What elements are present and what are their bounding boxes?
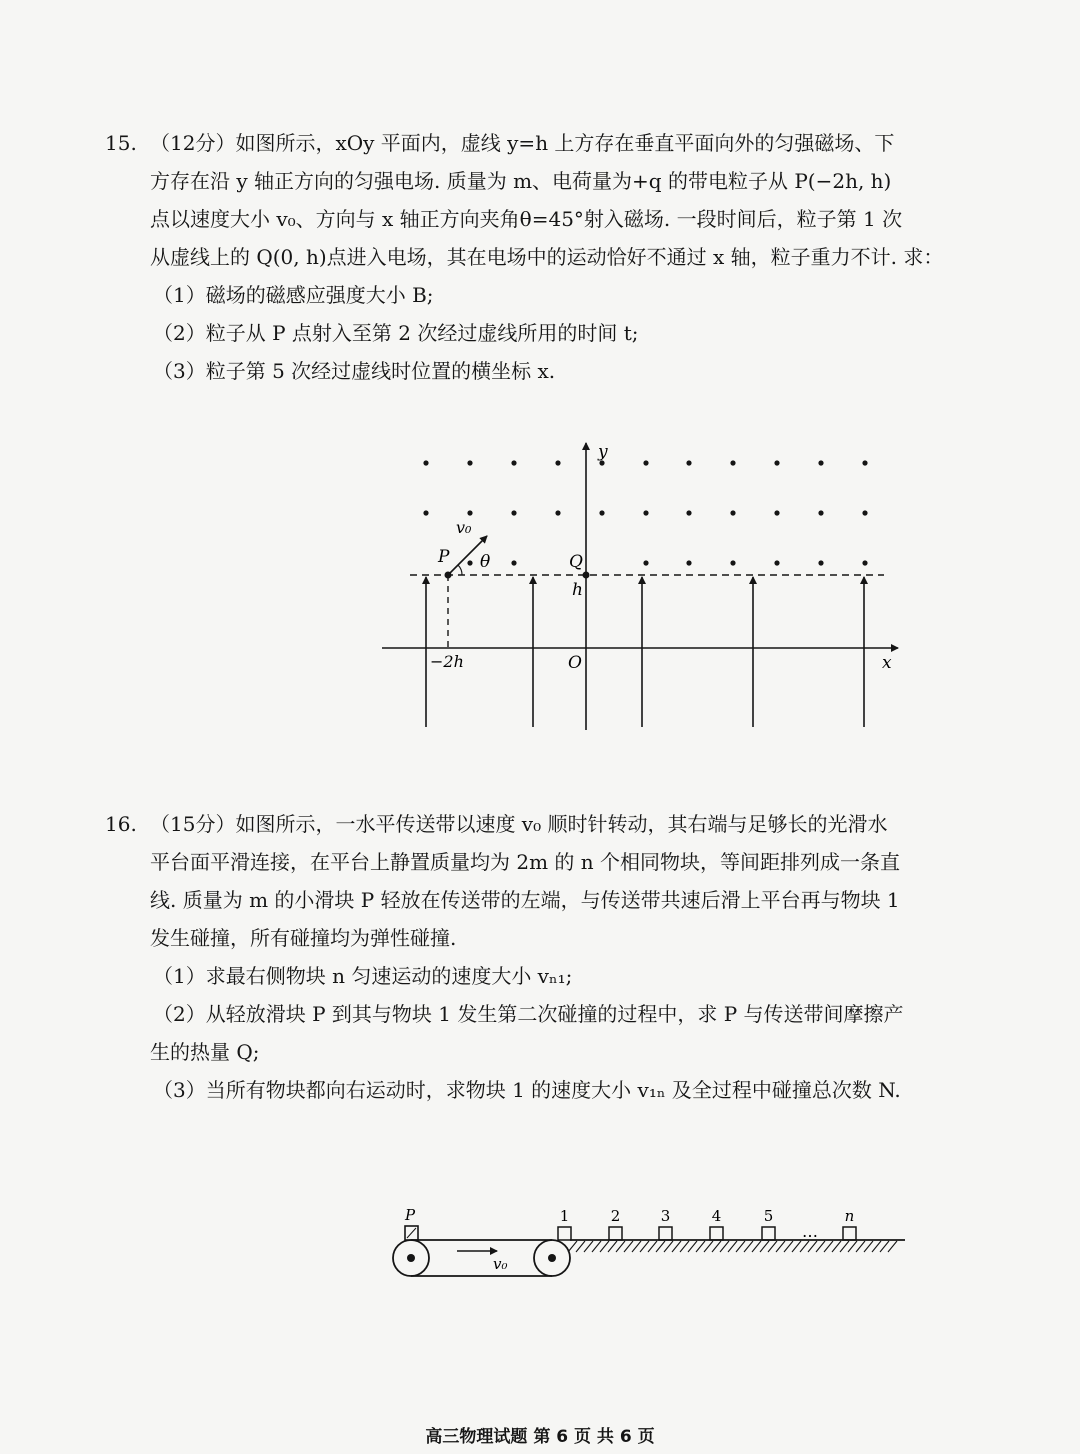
- hatch-line: [856, 1241, 865, 1252]
- hatch-line: [768, 1241, 777, 1252]
- hatch-line: [608, 1241, 617, 1252]
- hatch-line: [600, 1241, 609, 1252]
- q15-sub-3: （3）粒子第 5 次经过虚线时位置的横坐标 x.: [153, 359, 556, 383]
- q15-sub-1: （1）磁场的磁感应强度大小 B;: [153, 283, 434, 307]
- field-dot: [643, 510, 648, 515]
- hatch-line: [864, 1241, 873, 1252]
- hatch-line: [616, 1241, 625, 1252]
- hatch-line: [712, 1241, 721, 1252]
- field-dot: [774, 460, 779, 465]
- field-dot: [511, 510, 516, 515]
- q15-line-3: 点以速度大小 v₀、方向与 x 轴正方向夹角θ=45°射入磁场. 一段时间后，粒子第 1 次: [150, 207, 903, 231]
- right-pulley-axle: [548, 1254, 556, 1262]
- conveyor-belt: [393, 1240, 570, 1276]
- field-dot: [467, 510, 472, 515]
- hatch-line: [624, 1241, 633, 1252]
- hatch-line: [880, 1241, 889, 1252]
- block-1: [558, 1227, 571, 1240]
- question-15: [105, 124, 944, 390]
- hatch-line: [680, 1241, 689, 1252]
- hatch-line: [720, 1241, 729, 1252]
- hatch-line: [640, 1241, 649, 1252]
- hatch-line: [760, 1241, 769, 1252]
- field-dot: [467, 460, 472, 465]
- field-dot: [643, 560, 648, 565]
- field-dot: [774, 560, 779, 565]
- v0-label: v₀: [456, 518, 472, 537]
- hatch-line: [688, 1241, 697, 1252]
- field-dot: [467, 560, 472, 565]
- hatch-line: [832, 1241, 841, 1252]
- hatch-line: [592, 1241, 601, 1252]
- hatch-line: [696, 1241, 705, 1252]
- field-dot: [862, 510, 867, 515]
- question-16: [105, 805, 935, 1109]
- hatch-line: [584, 1241, 593, 1252]
- field-dot: [862, 460, 867, 465]
- block-ellipsis: …: [802, 1222, 818, 1241]
- electric-field-arrows: [426, 577, 864, 727]
- block-label: 4: [711, 1207, 722, 1225]
- block-3: [659, 1227, 672, 1240]
- hatch-line: [568, 1241, 577, 1252]
- block-label: 2: [610, 1207, 621, 1225]
- magnetic-field-dots: [423, 460, 867, 565]
- hatch-line: [672, 1241, 681, 1252]
- q16-number: 16.: [105, 812, 137, 836]
- field-dot: [730, 560, 735, 565]
- field-dot: [818, 560, 823, 565]
- hatch-line: [824, 1241, 833, 1252]
- q16-sub-2b: 生的热量 Q;: [150, 1040, 260, 1064]
- field-dot: [423, 460, 428, 465]
- hatch-line: [800, 1241, 809, 1252]
- q16-line-3: 线. 质量为 m 的小滑块 P 轻放在传送带的左端，与传送带共速后滑上平台再与物块 1: [150, 888, 900, 912]
- q15-sub-2: （2）粒子从 P 点射入至第 2 次经过虚线所用的时间 t;: [153, 321, 639, 345]
- hatch-line: [888, 1241, 897, 1252]
- theta-label: θ: [480, 552, 491, 572]
- hatch-line: [840, 1241, 849, 1252]
- field-dot: [862, 560, 867, 565]
- platform-hatching: [568, 1241, 897, 1252]
- belt-v0-label: v₀: [493, 1255, 508, 1273]
- hatch-line: [784, 1241, 793, 1252]
- block-2: [609, 1227, 622, 1240]
- hatch-line: [632, 1241, 641, 1252]
- hatch-line: [736, 1241, 745, 1252]
- field-dot: [511, 560, 516, 565]
- block-label: 1: [559, 1207, 570, 1225]
- q16-line-2: 平台面平滑连接，在平台上静置质量均为 2m 的 n 个相同物块，等间距排列成一条直: [150, 850, 900, 874]
- field-dot: [774, 510, 779, 515]
- q16-sub-1: （1）求最右侧物块 n 匀速运动的速度大小 vₙ₁;: [153, 964, 573, 988]
- hatch-line: [744, 1241, 753, 1252]
- q15-line-1: 15. （12分）如图所示，xOy 平面内，虚线 y=h 上方存在垂直平面向外的匀强磁场、下: [105, 124, 935, 162]
- block-4: [710, 1227, 723, 1240]
- hatch-line: [816, 1241, 825, 1252]
- hatch-line: [704, 1241, 713, 1252]
- hatch-line: [664, 1241, 673, 1252]
- block-5: [762, 1227, 775, 1240]
- q16-sub-2a: （2）从轻放滑块 P 到其与物块 1 发生第二次碰撞的过程中，求 P 与传送带间摩擦产: [153, 1002, 904, 1026]
- hatch-line: [848, 1241, 857, 1252]
- slider-p-label: P: [405, 1206, 416, 1224]
- q16-line-4: 发生碰撞，所有碰撞均为弹性碰撞.: [150, 926, 457, 950]
- q15-line-2: 方存在沿 y 轴正方向的匀强电场. 质量为 m、电荷量为+q 的带电粒子从 P(−2h, h): [150, 169, 892, 193]
- origin-label: O: [568, 653, 582, 673]
- field-dot: [818, 460, 823, 465]
- p-label: P: [438, 547, 450, 567]
- field-dot: [643, 460, 648, 465]
- left-pulley-axle: [407, 1254, 415, 1262]
- page-footer: 高三物理试题 第 6 页 共 6 页: [425, 1427, 655, 1447]
- block-n: [843, 1227, 856, 1240]
- hatch-line: [728, 1241, 737, 1252]
- blocks: [558, 1207, 856, 1241]
- h-label: h: [572, 580, 583, 600]
- q15-number: 15.: [105, 131, 137, 155]
- hatch-line: [808, 1241, 817, 1252]
- point-q: [583, 572, 590, 579]
- field-dot: [686, 560, 691, 565]
- field-dot: [818, 510, 823, 515]
- slider-p-hatch: [407, 1228, 416, 1238]
- hatch-line: [752, 1241, 761, 1252]
- hatch-line: [656, 1241, 665, 1252]
- hatch-line: [792, 1241, 801, 1252]
- q-label: Q: [569, 552, 583, 572]
- field-dot: [555, 460, 560, 465]
- field-dot: [423, 510, 428, 515]
- figure-15: [370, 435, 910, 735]
- hatch-line: [648, 1241, 657, 1252]
- field-dot: [511, 460, 516, 465]
- block-label: 5: [763, 1207, 774, 1225]
- q16-sub-3: （3）当所有物块都向右运动时，求物块 1 的速度大小 v₁ₙ 及全过程中碰撞总次数 N.: [153, 1078, 901, 1102]
- field-dot: [599, 510, 604, 515]
- q16-line-1: 16. （15分）如图所示，一水平传送带以速度 v₀ 顺时针转动，其右端与足够长的光滑水: [105, 805, 935, 843]
- figure-16: [385, 1195, 915, 1290]
- block-label: 3: [660, 1207, 671, 1225]
- field-dot: [730, 460, 735, 465]
- theta-arc: [458, 565, 462, 575]
- block-label: n: [844, 1207, 855, 1225]
- field-dot: [686, 510, 691, 515]
- hatch-line: [872, 1241, 881, 1252]
- hatch-line: [576, 1241, 585, 1252]
- field-dot: [730, 510, 735, 515]
- neg-2h-label: −2h: [430, 652, 464, 671]
- y-axis-label: y: [598, 442, 608, 462]
- x-axis-label: x: [882, 653, 892, 673]
- field-dot: [555, 510, 560, 515]
- hatch-line: [776, 1241, 785, 1252]
- q15-line-4: 从虚线上的 Q(0, h)点进入电场，其在电场中的运动恰好不通过 x 轴，粒子重力不计. 求：: [150, 245, 944, 269]
- field-dot: [686, 460, 691, 465]
